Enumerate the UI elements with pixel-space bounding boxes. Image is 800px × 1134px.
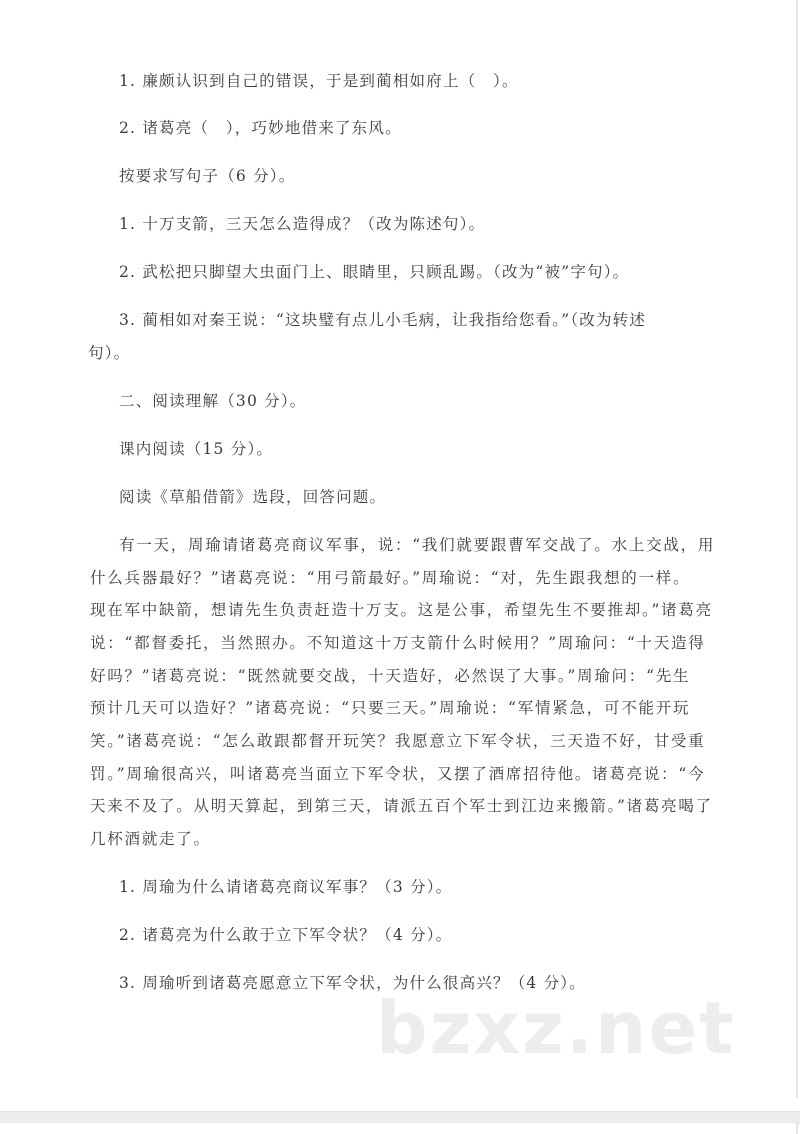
passage-line-1: 有一天，周瑜请诸葛亮商议军事，说：“我们就要跟曹军交战了。水上交战，用 <box>119 536 716 554</box>
passage-line-3: 现在军中缺箭，想请先生负责赶造十万支。这是公事，希望先生不要推却。”诸葛亮 <box>90 601 713 619</box>
reading-section-heading: 二、阅读理解（30 分）。 <box>119 392 307 410</box>
fill-blank-item-2: 2. 诸葛亮（ ），巧妙地借来了东风。 <box>119 119 402 137</box>
question-2: 2. 诸葛亮为什么敢于立下军令状？（4 分）。 <box>119 926 453 944</box>
passage-line-7: 笑。”诸葛亮说：“怎么敢跟都督开玩笑？我愿意立下军令状，三天造不好，甘受重 <box>90 732 706 750</box>
rewrite-item-1: 1. 十万支箭，三天怎么造得成？（改为陈述句）。 <box>119 215 486 233</box>
passage-line-4: 说：“都督委托，当然照办。不知道这十万支箭什么时候用？”周瑜问：“十天造得 <box>90 634 706 652</box>
passage-line-2: 什么兵器最好？”诸葛亮说：“用弓箭最好。”周瑜说：“对，先生跟我想的一样。 <box>90 569 691 587</box>
passage-line-10: 几杯酒就走了。 <box>90 830 211 848</box>
reading-instruction: 阅读《草船借箭》选段，回答问题。 <box>119 488 387 506</box>
question-1: 1. 周瑜为什么请诸葛亮商议军事？（3 分）。 <box>119 878 453 896</box>
question-3: 3. 周瑜听到诸葛亮愿意立下军令状，为什么很高兴？（4 分）。 <box>119 974 586 992</box>
passage-line-8: 罚。”周瑜很高兴，叫诸葛亮当面立下军令状，又摆了酒席招待他。诸葛亮说：“今 <box>90 765 706 783</box>
rewrite-section-heading: 按要求写句子（6 分）。 <box>119 167 296 185</box>
passage-line-5: 好吗？”诸葛亮说：“既然就要交战，十天造好，必然误了大事。”周瑜问：“先生 <box>90 667 691 685</box>
rewrite-item-3: 3. 蔺相如对秦王说：“这块璧有点儿小毛病，让我指给您看。”（改为转述 <box>119 311 647 329</box>
rewrite-item-2: 2. 武松把只脚望大虫面门上、眼睛里，只顾乱踢。（改为“被”字句）。 <box>119 263 630 281</box>
rewrite-item-3-continuation: 句）。 <box>88 344 131 362</box>
reading-subheading: 课内阅读（15 分）。 <box>119 440 274 458</box>
watermark: bzxz.net <box>376 986 736 1070</box>
fill-blank-item-1: 1. 廉颇认识到自己的错误，于是到蔺相如府上（ ）。 <box>119 72 519 90</box>
next-page-top <box>0 1123 798 1134</box>
passage-line-9: 天来不及了。从明天算起，到第三天，请派五百个军士到江边来搬箭。”诸葛亮喝了 <box>90 797 713 815</box>
passage-line-6: 预计几天可以造好？”诸葛亮说：“只要三天。”周瑜说：“军情紧急，可不能开玩 <box>90 699 691 717</box>
